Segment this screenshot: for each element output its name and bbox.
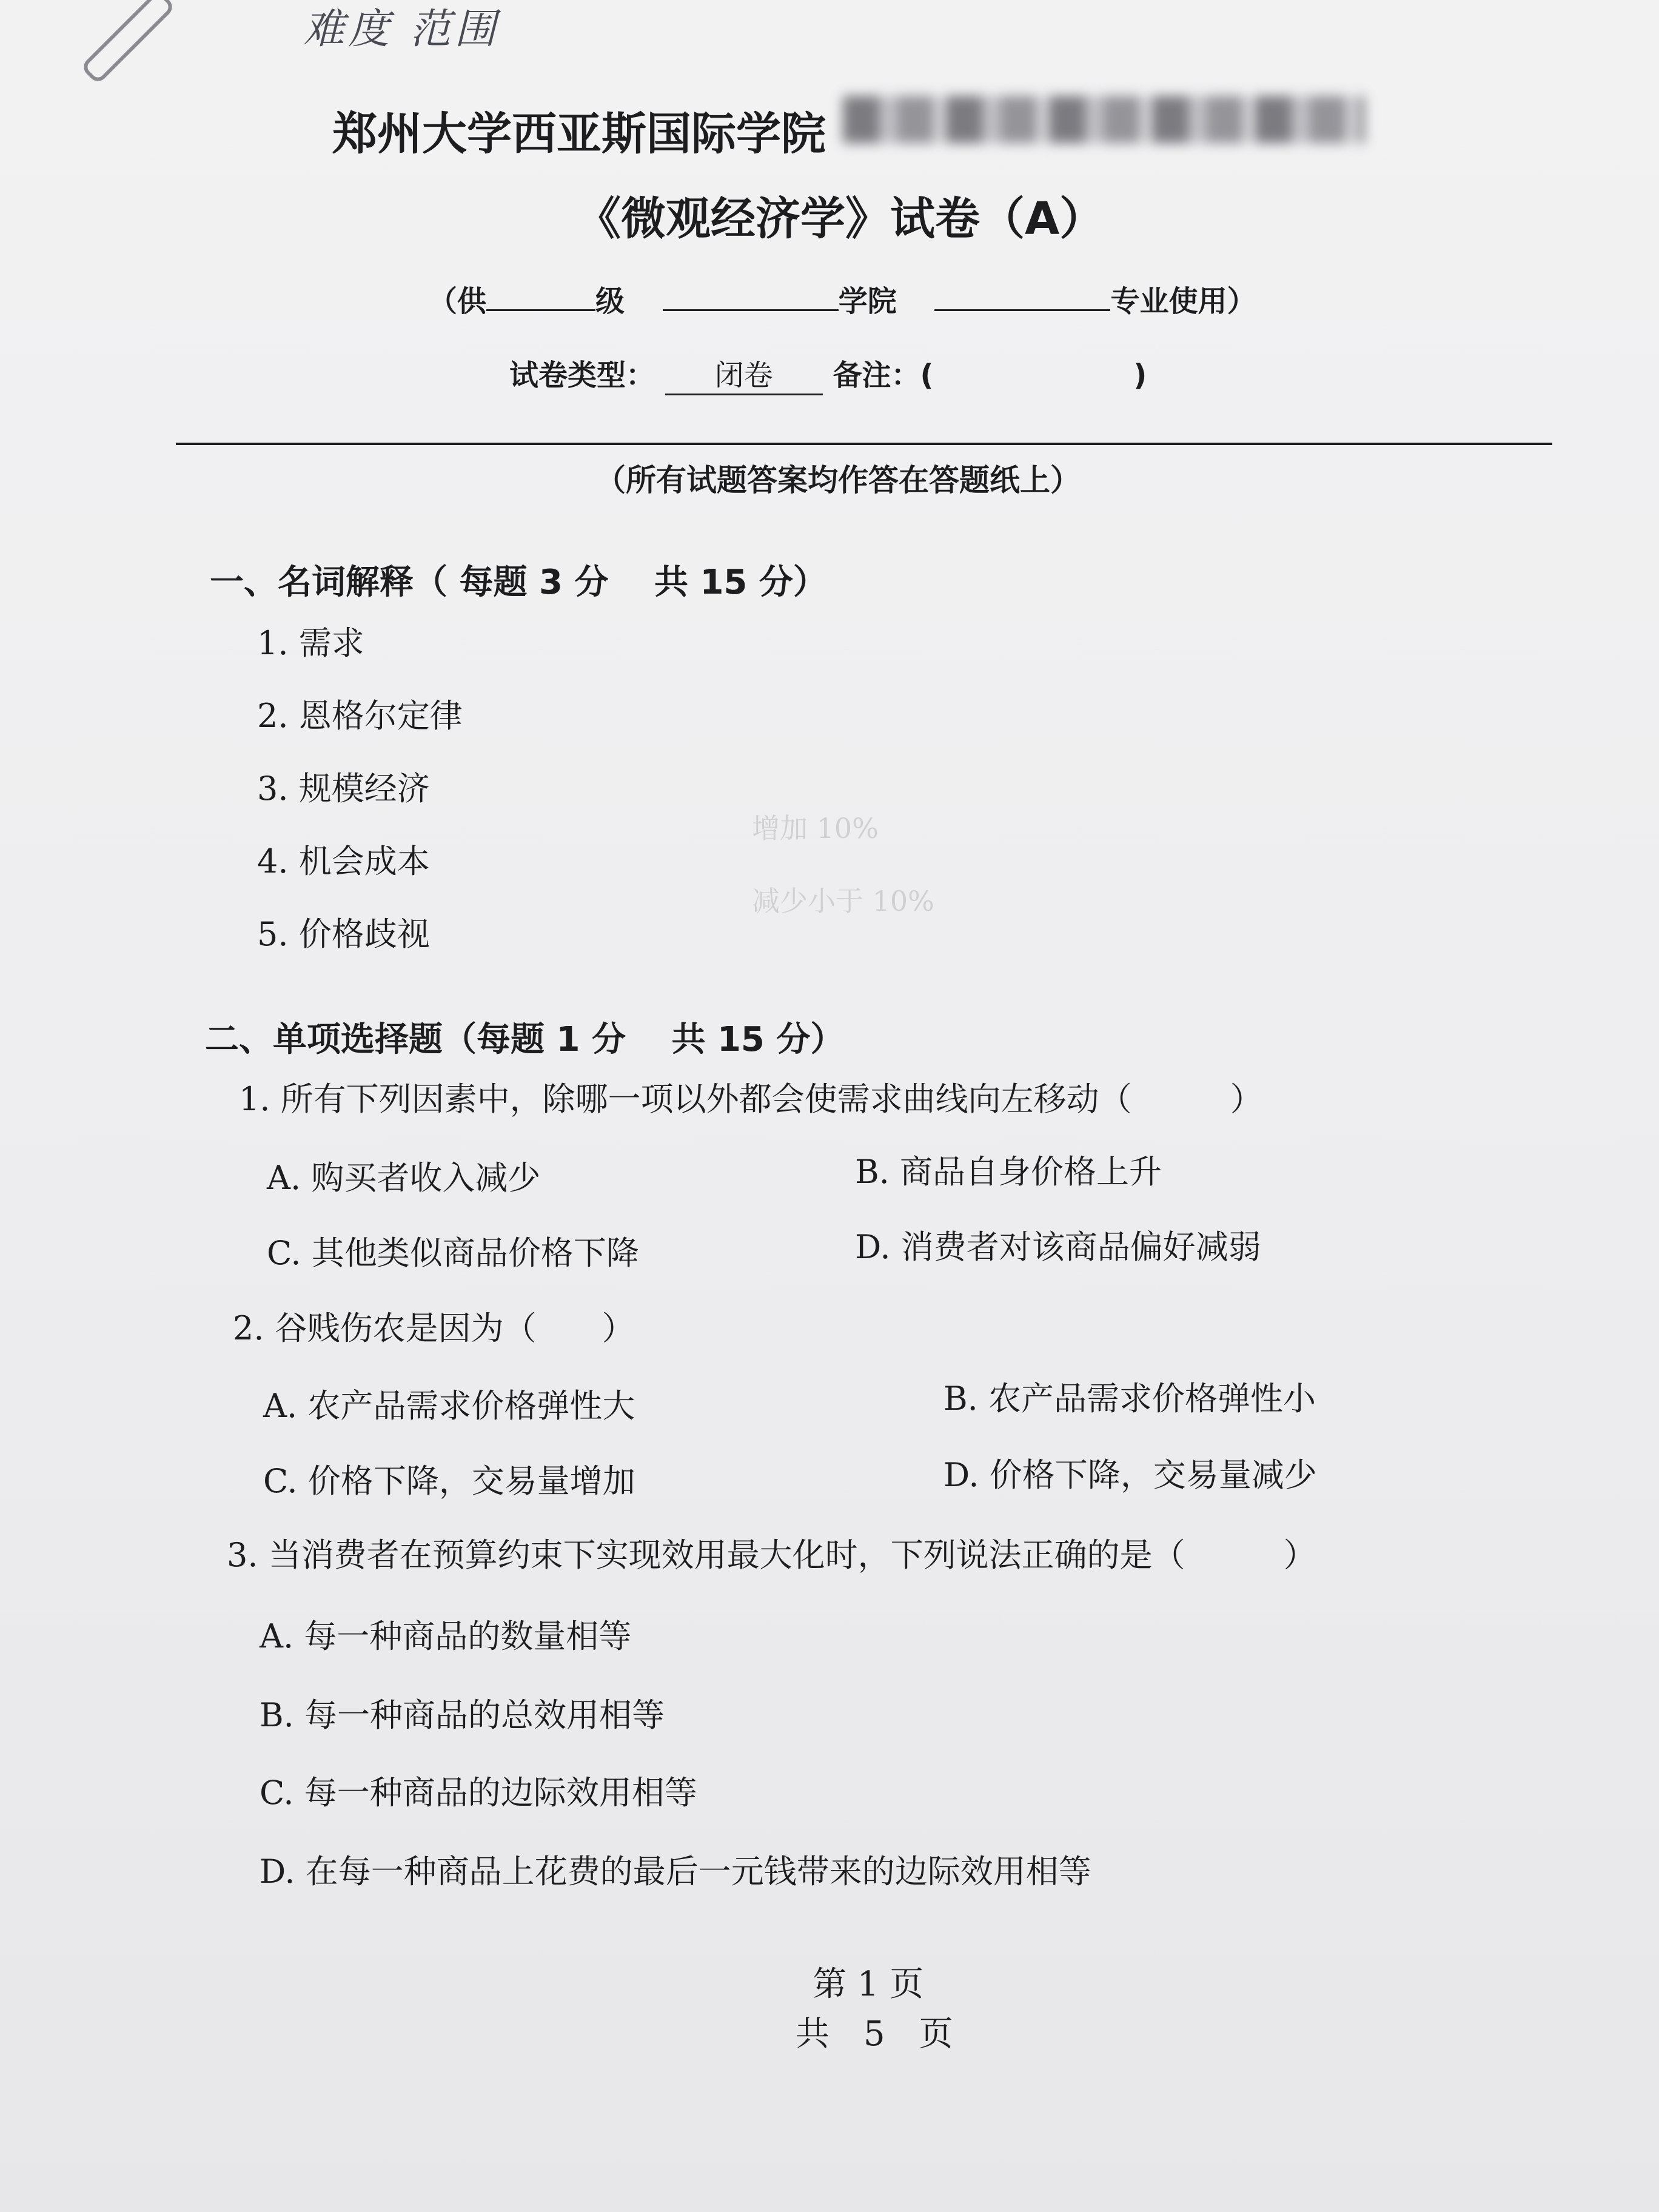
paper-clip-icon — [80, 0, 176, 85]
grade-blank — [486, 283, 595, 311]
option-c: C. 每一种商品的边际效用相等 — [260, 1774, 697, 1812]
institution-name: 郑州大学西亚斯国际学院 — [332, 108, 826, 160]
section2-title: 二、单项选择题（每题 1 分 共 15 分） — [205, 1020, 845, 1059]
option-b: B. 商品自身价格上升 — [855, 1153, 1162, 1191]
term-item: 1. 需求 — [257, 624, 364, 662]
option-c: C. 其他类似商品价格下降 — [267, 1234, 639, 1272]
usage-college: 学院 — [838, 284, 897, 318]
exam-title: 《微观经济学》试卷（A） — [576, 193, 1105, 245]
usage-grade: 级 — [595, 284, 625, 318]
exam-type-line — [509, 352, 1147, 395]
option-a: A. 农产品需求价格弹性大 — [263, 1387, 635, 1425]
usage-line — [428, 278, 1256, 320]
option-a: A. 购买者收入减少 — [267, 1159, 541, 1197]
term-item: 4. 机会成本 — [257, 842, 430, 880]
bleed-through-text: 减少小于 10% — [752, 885, 934, 917]
option-d: D. 在每一种商品上花费的最后一元钱带来的边际效用相等 — [260, 1852, 1091, 1891]
question-stem: 3. 当消费者在预算约束下实现效用最大化时，下列说法正确的是（ ） — [227, 1536, 1316, 1574]
answer-sheet-note: （所有试题答案均作答在答题纸上） — [595, 463, 1081, 498]
redacted-region — [843, 96, 1364, 143]
term-item: 2. 恩格尔定律 — [257, 697, 463, 735]
option-d: D. 消费者对该商品偏好减弱 — [855, 1228, 1261, 1266]
remark-label: 备注：( — [833, 358, 934, 392]
bleed-through-text: 增加 10% — [752, 812, 879, 845]
option-b: B. 农产品需求价格弹性小 — [943, 1379, 1316, 1418]
usage-major: 专业使用） — [1110, 284, 1256, 318]
exam-type-value: 闭卷 — [665, 352, 823, 395]
college-blank — [663, 283, 839, 311]
handwritten-note: 难度 范围 — [303, 5, 500, 53]
option-a: A. 每一种商品的数量相等 — [260, 1617, 632, 1655]
usage-open: （供 — [428, 284, 487, 318]
question-stem: 2. 谷贱伤农是因为（ ） — [233, 1309, 635, 1347]
option-d: D. 价格下降，交易量减少 — [943, 1456, 1317, 1494]
option-c: C. 价格下降，交易量增加 — [263, 1462, 635, 1500]
option-b: B. 每一种商品的总效用相等 — [260, 1696, 665, 1734]
term-item: 5. 价格歧视 — [257, 915, 430, 953]
question-stem: 1. 所有下列因素中，除哪一项以外都会使需求曲线向左移动（ ） — [239, 1080, 1263, 1118]
page-number: 第 1 页 — [813, 1965, 924, 2004]
section1-title: 一、名词解释（ 每题 3 分 共 15 分） — [210, 563, 827, 602]
exam-type-label: 试卷类型： — [509, 358, 655, 392]
header-divider — [176, 443, 1552, 445]
page-total: 共 5 页 — [796, 2014, 953, 2054]
major-blank — [934, 283, 1110, 311]
remark-close: ) — [1133, 358, 1147, 392]
term-item: 3. 规模经济 — [257, 769, 430, 808]
